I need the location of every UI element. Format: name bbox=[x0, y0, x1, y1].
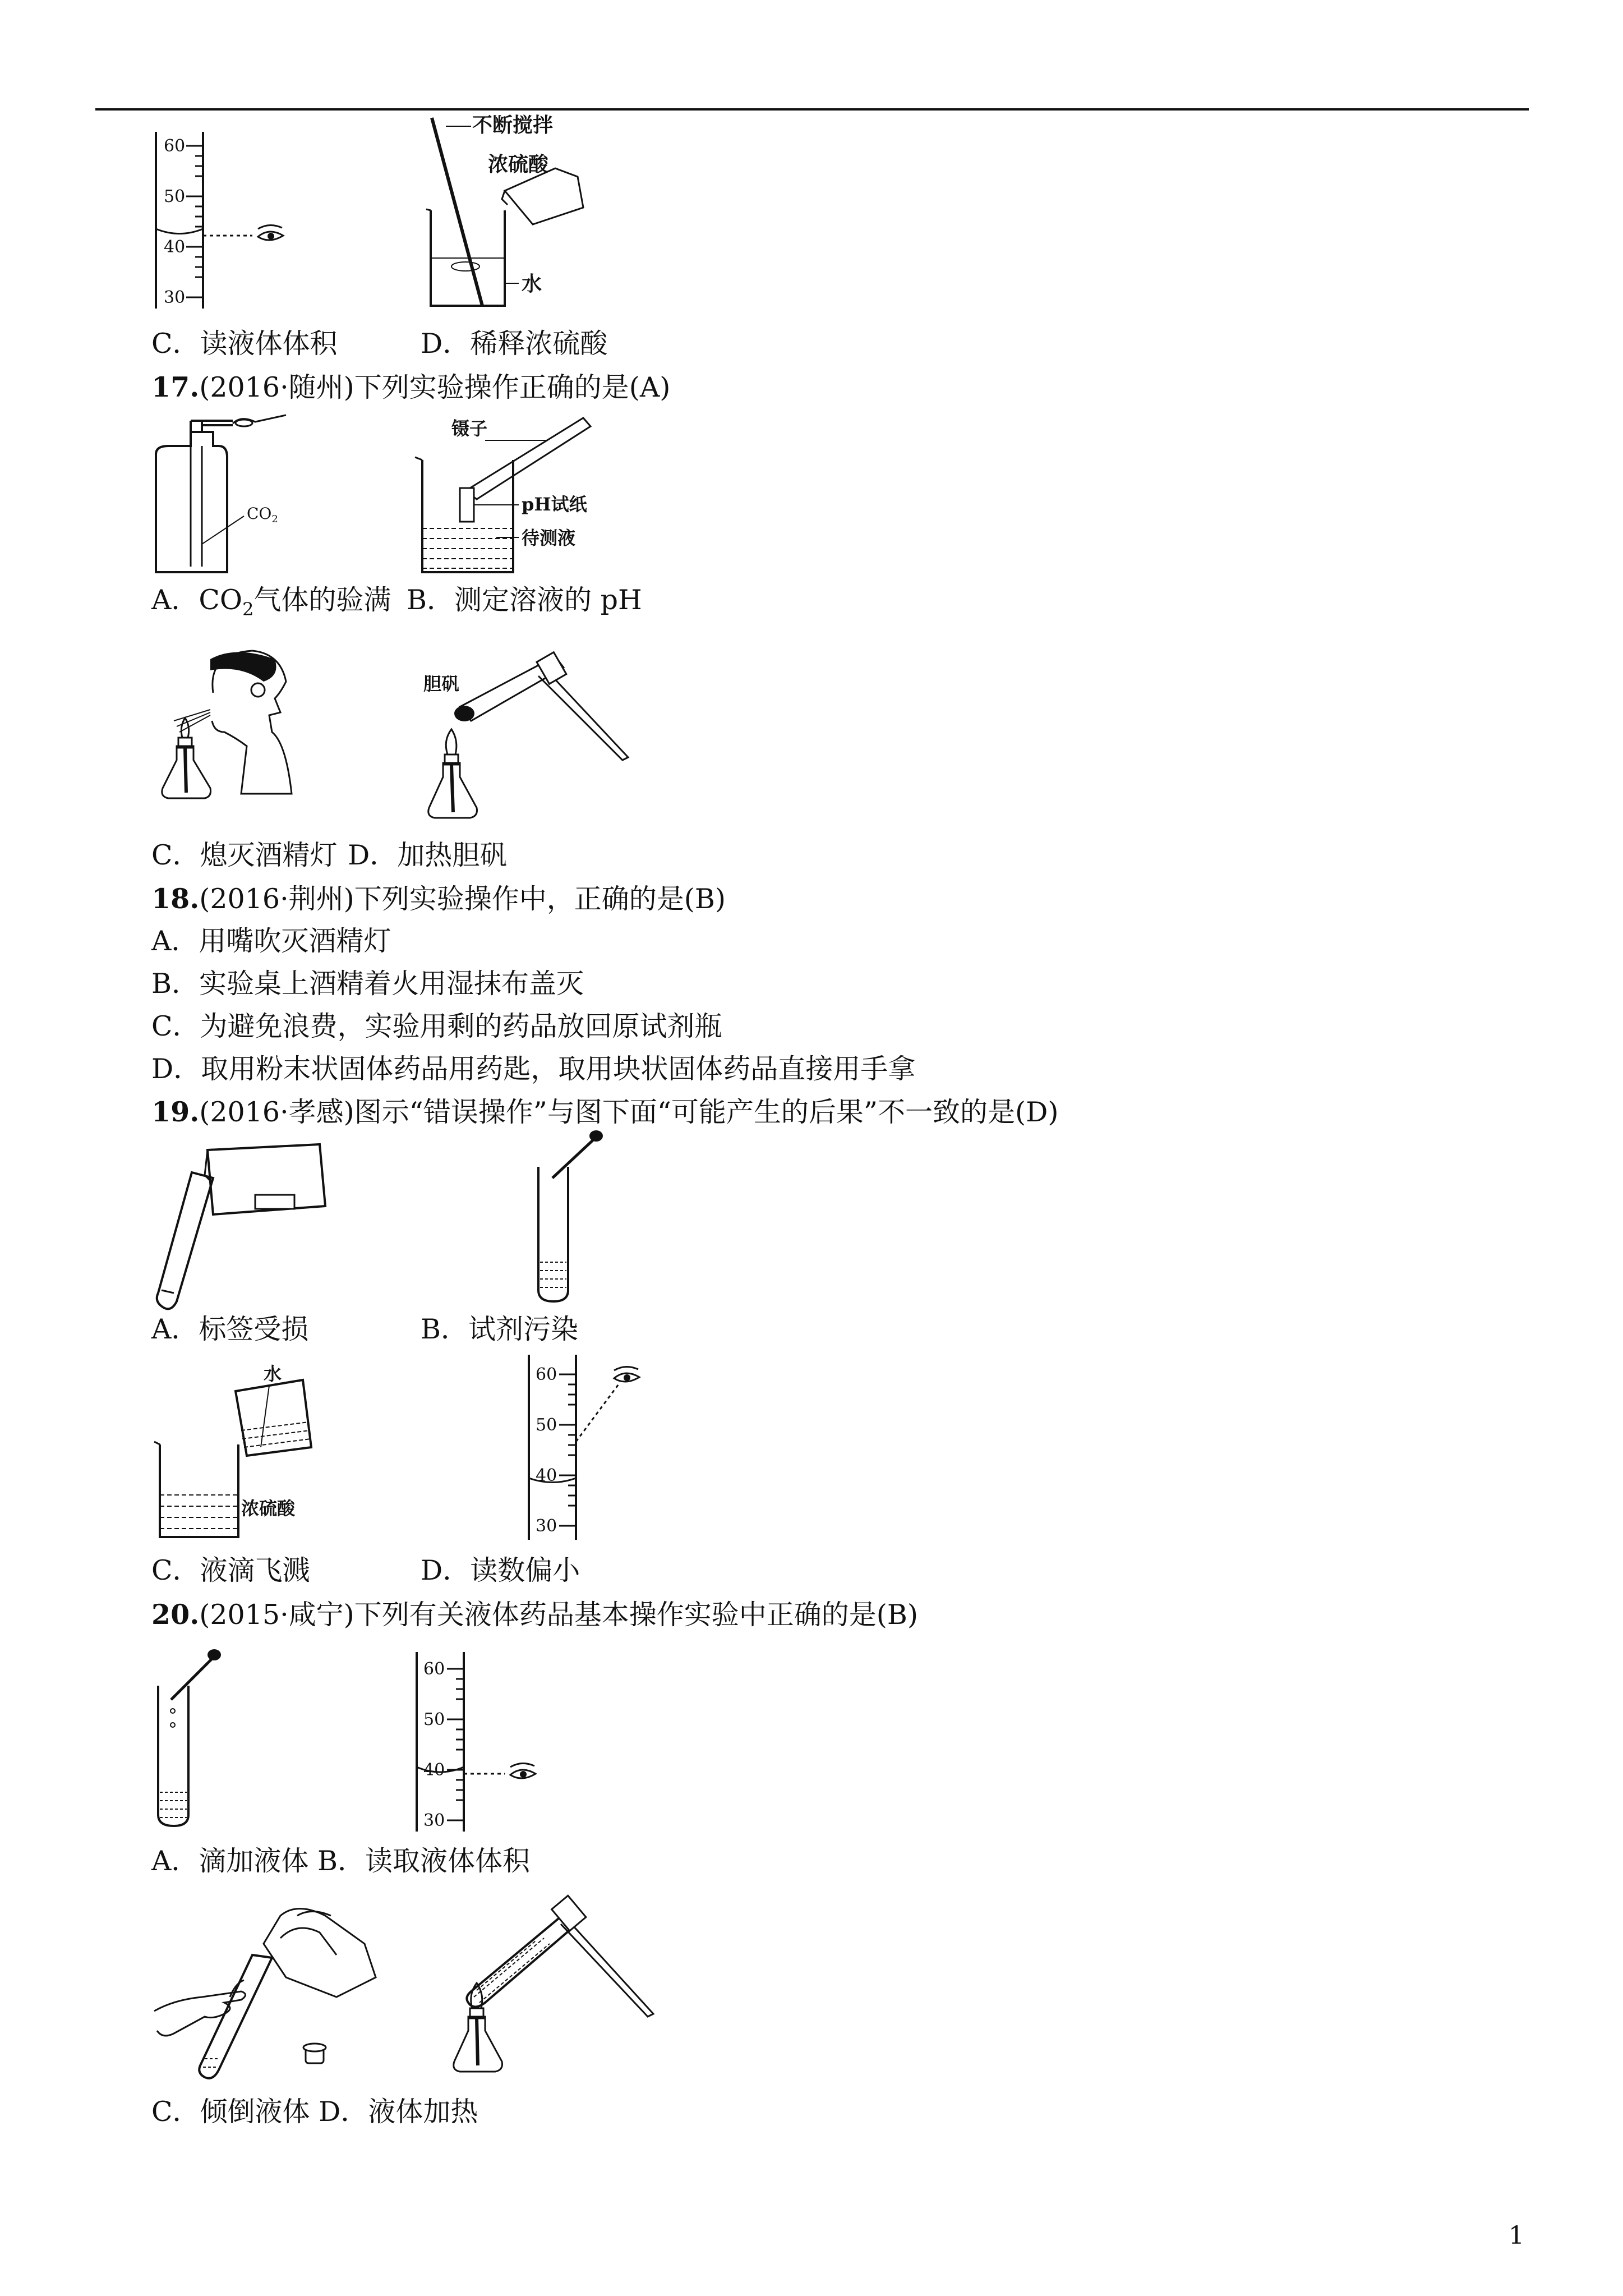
label-stir: 不断搅拌 bbox=[472, 113, 554, 137]
option-b-label: B．测定溶液的 pH bbox=[407, 584, 642, 616]
option-a-label-q19: A．标签受损 bbox=[151, 1313, 309, 1345]
option-d-label-q17: D．加热胆矾 bbox=[348, 839, 508, 871]
figure-dropper-contaminate bbox=[530, 1128, 614, 1307]
question-20 bbox=[151, 1598, 918, 1632]
option-b-label-q19: B．试剂污染 bbox=[421, 1313, 579, 1345]
option-d-label-q19: D．读数偏小 bbox=[421, 1554, 580, 1586]
tick-40: 40 bbox=[423, 1760, 445, 1780]
tick-50: 50 bbox=[536, 1415, 557, 1435]
question-stem: (2015·咸宁)下列有关液体药品基本操作实验中正确的是(B) bbox=[199, 1599, 919, 1631]
label-acid-q19: 浓硫酸 bbox=[241, 1498, 296, 1519]
figure-blow-out-lamp bbox=[151, 648, 325, 833]
option-a-label: A．$CO_2$气体的验满 bbox=[151, 584, 391, 620]
eye-icon bbox=[614, 1366, 639, 1382]
figure-read-high bbox=[524, 1352, 659, 1543]
figure-pour-label bbox=[151, 1139, 336, 1313]
label-blue-vitriol: 胆矾 bbox=[423, 673, 460, 694]
option-d: D．取用粉末状固体药品用药匙，取用块状固体药品直接用手拿 bbox=[151, 1053, 916, 1085]
label-water-q19: 水 bbox=[264, 1363, 282, 1384]
question-18 bbox=[151, 882, 726, 916]
header-rule bbox=[95, 108, 1529, 111]
tick-50: 50 bbox=[164, 187, 186, 206]
question-stem: (2016·孝感)图示“错误操作”与图下面“可能产生的后果”不一致的是(D) bbox=[199, 1096, 1059, 1128]
figure-read-volume-c bbox=[151, 126, 297, 311]
page-number: 1 bbox=[1509, 2221, 1524, 2250]
figure-pour-liquid bbox=[151, 1899, 387, 2084]
figure-read-volume-b bbox=[412, 1649, 564, 1834]
tick-30: 30 bbox=[423, 1811, 445, 1830]
option-d-label: D．稀释浓硫酸 bbox=[421, 328, 608, 360]
option-c-label-q17: C．熄灭酒精灯 bbox=[151, 839, 338, 871]
label-ph-paper: pH试纸 bbox=[522, 494, 587, 515]
figure-heat-liquid bbox=[443, 1890, 662, 2087]
eye-icon bbox=[510, 1763, 536, 1778]
question-number: 19. bbox=[151, 1096, 200, 1128]
tick-50: 50 bbox=[423, 1710, 445, 1729]
tick-30: 30 bbox=[164, 288, 186, 307]
tick-60: 60 bbox=[164, 136, 186, 156]
figure-dilute-acid-d bbox=[421, 115, 606, 317]
question-17 bbox=[151, 370, 670, 404]
figure-ph-test bbox=[412, 409, 625, 578]
question-number: 20. bbox=[151, 1598, 200, 1631]
question-number: 17. bbox=[151, 371, 200, 403]
tick-30: 30 bbox=[536, 1516, 557, 1536]
label-co2: $CO_2$ bbox=[247, 504, 278, 525]
label-tweezers: 镊子 bbox=[451, 418, 488, 439]
options-ab-label-q20: A．滴加液体 B．读取液体体积 bbox=[151, 1845, 530, 1877]
question-number: 18. bbox=[151, 882, 200, 915]
question-stem: (2016·荆州)下列实验操作中，正确的是(B) bbox=[199, 883, 726, 915]
options-cd-label-q20: C．倾倒液体 D．液体加热 bbox=[151, 2096, 478, 2128]
tick-40: 40 bbox=[164, 237, 186, 257]
question-19 bbox=[151, 1095, 1058, 1129]
option-b: B．实验桌上酒精着火用湿抹布盖灭 bbox=[151, 968, 584, 1000]
question-stem: (2016·随州)下列实验操作正确的是(A) bbox=[199, 371, 671, 403]
tick-60: 60 bbox=[423, 1659, 445, 1679]
option-c-label: C．读液体体积 bbox=[151, 328, 338, 360]
figure-water-into-acid bbox=[151, 1352, 336, 1543]
option-c: C．为避免浪费，实验用剩的药品放回原试剂瓶 bbox=[151, 1010, 722, 1042]
label-water: 水 bbox=[522, 272, 542, 296]
eye-icon bbox=[258, 225, 283, 240]
option-a: A．用嘴吹灭酒精灯 bbox=[151, 925, 391, 957]
figure-heat-blue-vitriol bbox=[415, 645, 639, 836]
tick-60: 60 bbox=[536, 1365, 557, 1384]
tick-40: 40 bbox=[536, 1466, 557, 1485]
option-c-label-q19: C．液滴飞溅 bbox=[151, 1554, 310, 1586]
label-concentrated-acid: 浓硫酸 bbox=[488, 153, 549, 176]
label-test-liquid: 待测液 bbox=[522, 527, 576, 549]
figure-co2-full-test bbox=[151, 415, 292, 578]
figure-drop-liquid bbox=[151, 1646, 236, 1832]
